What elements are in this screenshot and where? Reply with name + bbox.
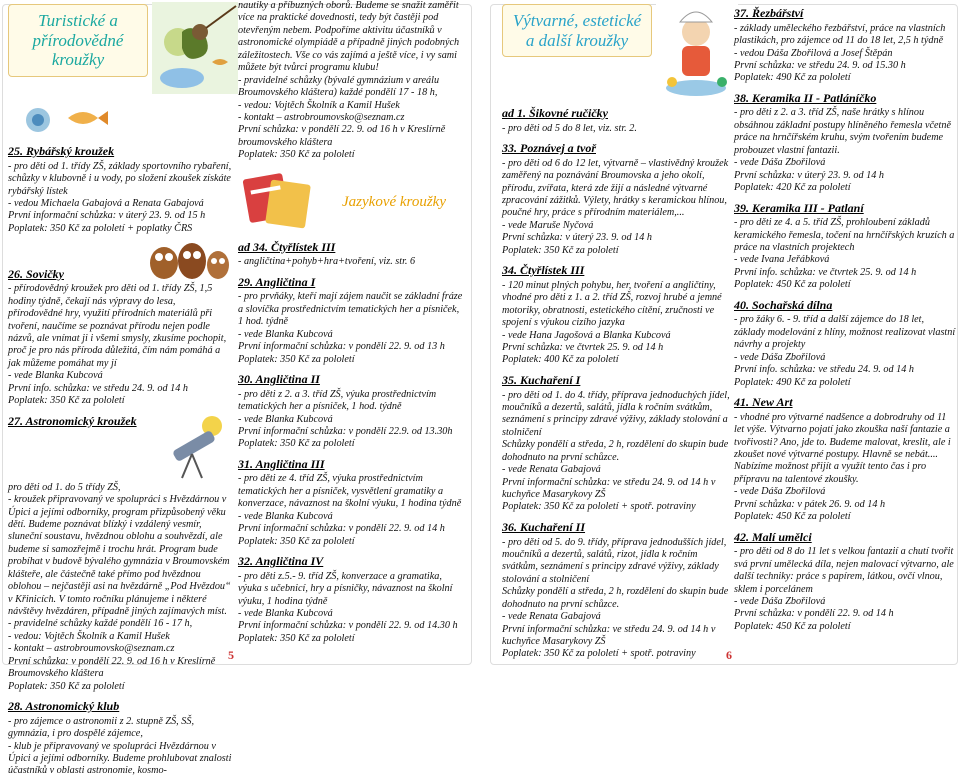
fish-snail-illustration — [18, 98, 118, 138]
section-title-38: 38. Keramika II - Patláníčko — [734, 90, 877, 105]
section-text-40: - pro žáky 6. - 9. tříd a další zájemce do 18 let, základy modelování z hlíny, možnost realizovat vlastní návrhy a projekty - vede Dáša Zbořilová První info. schůzka: ve středu 24. 9. od 14 h Poplatek: 490 Kč za pololetí — [734, 314, 956, 388]
fisherman-illustration — [152, 2, 238, 94]
section-text-25: - pro děti od 1. třídy ZŠ, základy sportovního rybaření, schůzky v klubovně i u vody, po složení zkoušek získáte rybářský lístek - vedou Michaela Gabajová a Renata Gabajová První informační schůzka: v úterý 23. 9. od 15 h Poplatek: 350 Kč za pololetí + poplatky ČRS — [8, 160, 232, 234]
section-text-39: - pro děti ze 4. a 5. tříd ZŠ, prohloubení základů keramického řemesla, točení na hrnčířských kruzích a práce na vlastních projektech - vede Ivana Jeřábková První info. schůzka: ve čtvrtek 25. 9. od 14 h Poplatek: 450 Kč za pololetí — [734, 217, 955, 291]
section-title-1-ref: ad 1. Šikovné ručičky — [502, 106, 608, 120]
section-title-39: 39. Keramika III - Patlaní — [734, 200, 864, 215]
banner-nature: Turistické a přírodovědné kroužky — [8, 4, 148, 77]
section-text-29: - pro prvňáky, kteří mají zájem naučit se základní fráze a slovíčka prostřednictvím tematických her a písniček, 1 hod. týdně - vede Blanka Kubcová První informační schůzka: v pondělí 22. 9. od 13 h Poplatek: 350 Kč za pololetí — [238, 291, 463, 365]
page-number-left: 5 — [228, 648, 234, 662]
section-title-31: 31. Angličtina III — [238, 456, 325, 471]
language-clubs-title: Jazykové kroužky — [342, 193, 446, 210]
column-3 — [502, 0, 730, 669]
section-text-34: - 120 minut plných pohybu, her, tvoření a angličtiny, vhodné pro děti z 1. a 2. tříd ZŠ, rozvoj hrubé a jemné motoriky, obratnosti, estetického cítění, zručnosti ve spojení s výukou cizího jazyka - vede Hana Jagošová a Blanka Kubcová První schůzka: ve čtvrtek 25. 9. od 14 h Poplatek: 400 Kč za pololetí — [502, 279, 722, 366]
section-text-42: - pro děti od 8 do 11 let s velkou fantazií a chutí tvořit svá první umělecká díla, nejen malovací výtvarno, ale další techniky: práce s papírem, látkou, ovčí vlnou, sklem i porcelánem - vede Dáša Zbořilová První schůzka: v pondělí 22. 9. od 14 h Poplatek: 450 Kč za pololetí — [734, 546, 954, 632]
page-number-right: 6 — [726, 648, 732, 662]
section-text-33: - pro děti od 6 do 12 let, výtvarně – vlastivědný kroužek zaměřený na poznávání Broumovska a jeho okolí, přírodu, zvířata, která zde žijí a následné výtvarné zpracování zážitků. Výlety, hrátky s keramickou hlínou, poučné hry, práce s přírodním materiálem,... - vede Maruše Nyčová První schůzka: v úterý 23. 9. od 14 h Poplatek: 350 Kč za pololetí — [502, 157, 729, 256]
section-text-36: - pro děti od 5. do 9. třídy, příprava jednodušších jídel, moučníků a dezertů, salátů, rizot, jídla k ročním svátkům, seznámení s principy zdravé výživy, základy stolování a stolničení Schůzky pondělí a středa, 2 h, rozdělení do skupin bude dohodnuto na první schůzce. - vede Renata Gabajová První informační schůzka: ve středu 24. 9. od 14 h v kuchyňce Masarykovy ZŠ Poplatek: 350 Kč za pololetí + spotř. potraviny — [502, 536, 729, 660]
section-title-30: 30. Angličtina II — [238, 372, 320, 386]
section-text-41: - vhodné pro výtvarné nadšence a dobrodruhy od 11 let výše. Výtvarno pojatí jako zkouška naší fantazie a tvořivosti? Ano, jde to. Budeme malovat, kreslit, ale i zkoušet nové výtvarné postupy. Hlavně se nebát.... Nabízíme možnost přijít a využít tento čas i pro přípravu na talentové zkoušky. - vede Dáša Zbořilová První schůzka: v pátek 26. 9. od 14 h Poplatek: 450 Kč za pololetí — [734, 411, 951, 523]
section-text-30: - pro děti z 2. a 3. tříd ZŠ, výuka prostřednictvím tematických her a písniček, 1 hod. týdně - vede Blanka Kubcová První informační schůzka: v pondělí 22.9. od 13.30h Poplatek: 350 Kč za pololetí — [238, 388, 453, 450]
section-text-28: - pro zájemce o astronomii z 2. stupně ZŠ, SŠ, gymnázia, i pro dospělé zájemce, - klub je připravovaný ve spolupráci Hvězdárnou v Úpici a jejími odborníky. Budeme prohlubovat znalosti účastníků v oblasti astronomie, kosmo- — [8, 715, 232, 777]
section-text-1-ref: - pro děti od 5 do 8 let, viz. str. 2. — [502, 122, 637, 134]
section-title-33: 33. Poznávej a tvoř — [502, 141, 596, 156]
section-title-36: 36. Kuchaření II — [502, 519, 586, 534]
section-title-42: 42. Malí umělci — [734, 529, 812, 544]
section-text-27: pro děti od 1. do 5 třídy ZŠ, - kroužek připravovaný ve spolupráci s Hvězdárnou v Úpici a jejími odborníky, program přizpůsobený věku dětí. Budeme poznávat blízký i vzdálený vesmír, sluneční soustavu, hvězdnou oblohu a souhvězdí, ale budeme si samozřejmě i trochu hrát. Program bude probíhat v budově bývalého gymnázia v Broumovském klášteře, ale částečně také přímo pod hvězdnou oblohou – nejčastěji asi na hvězdárně „Pod Hvězdou“ v Křinicích. V tomto ročníku plánujeme i některé návštěvy hvězdáren, případně jiných zajímavých míst. - pravidelné schůzky každé pondělí 16 - 17 h, - vedou: Vojtěch Školník a Kamil Hušek - kontakt – astrobroumovsko@seznam.cz První schůzka: v pondělí 22. 9. od 16 h v Kreslírně Broumovského kláštera Poplatek: 350 Kč za pololetí — [8, 481, 231, 692]
section-title-29: 29. Angličtina I — [238, 274, 316, 289]
section-title-35: 35. Kuchaření I — [502, 372, 581, 387]
column-4 — [734, 0, 956, 669]
section-text-31: - pro děti ze 4. tříd ZŠ, výuka prostřednictvím tematických her a písniček, vysvětlení gramatiky a konverzace, návaznost na školní výuku, 1 hodina týdně - vede Blanka Kubcová První informační schůzka: v pondělí 22. 9. od 14 h Poplatek: 350 Kč za pololetí — [238, 473, 462, 547]
section-title-25: 25. Rybářský kroužek — [8, 144, 115, 158]
section-text-37: - základy uměleckého řezbářství, práce na vlastních plastikách, pro zájemce od 11 do 18 let, 2,5 h týdně - vedou Dáša Zbořilová a Josef Štěpán První schůzka: ve středu 24. 9. od 15.30 h Poplatek: 490 Kč za pololetí — [734, 22, 946, 84]
section-text-34-ref: - angličtina+pohyb+hra+tvoření, viz. str. 6 — [238, 256, 416, 268]
column-2 — [238, 0, 466, 669]
section-text-35: - pro děti od 1. do 4. třídy, příprava jednoduchých jídel, moučníků a dezertů, salátů, jídla k ročním svátkům, seznámení s principy zdravé výživy, základy stolování a stolničení Schůzky pondělí a středa, 2 h, rozdělení do skupin bude dohodnuto na první schůzce. - vede Renata Gabajová První informační schůzka: ve středu 24. 9. od 14 h v kuchyňce Masarykovy ZŠ Poplatek: 350 Kč za pololetí + spotř. potraviny — [502, 389, 730, 513]
section-title-40: 40. Sochařská dílna — [734, 297, 833, 312]
section-title-27: 27. Astronomický kroužek — [8, 413, 137, 428]
painter-illustration — [656, 2, 738, 98]
books-illustration — [238, 168, 318, 232]
owls-illustration — [142, 237, 232, 281]
section-text-38: - pro děti z 2. a 3. tříd ZŠ, naše hrátky s hlínou obsáhnou základní postupy hlíněného řemesla včetně práce na hrnčířském kruhu, svým tvořením budeme probouzet vlastní fantazii. - vede Dáša Zbořilová První schůzka: v úterý 23. 9. od 14 h Poplatek: 420 Kč za pololetí — [734, 107, 952, 194]
section-title-34: 34. Čtyřlístek III — [502, 263, 585, 278]
section-text-26: - přírodovědný kroužek pro děti od 1. třídy ZŠ, 1,5 hodiny týdně, čekají nás výpravy do lesa, přírodovědné hry, využití přírodních materiálů při tvoření, naučíme se poznávat přírodu nejen podle názvů, ale vnímat ji i všemi smysly, zkusíme pochopit, proč je pro nás příroda důležitá, čím nám pomáhá a jak můžeme pomáhat my jí - vede Blanka Kubcová První info. schůzka: ve středu 24. 9. od 14 h Poplatek: 350 Kč za pololetí — [8, 283, 227, 407]
banner-art: Výtvarné, estetické a další kroužky — [502, 4, 652, 57]
section-title-28: 28. Astronomický klub — [8, 699, 120, 714]
section-title-41: 41. New Art — [734, 395, 793, 409]
section-title-34-ref: ad 34. Čtyřlístek III — [238, 239, 336, 254]
column-1 — [8, 0, 232, 777]
section-title-26: 26. Sovičky — [8, 266, 64, 281]
telescope-illustration — [162, 410, 232, 480]
section-text-32: - pro děti z.5.- 9. tříd ZŠ, konverzace a gramatika, výuka s učebnicí, hry a písničky, návaznost na školní výuku, 1 hodina týdně - vede Blanka Kubcová První informační schůzka: v pondělí 22. 9. od 14.30 h Poplatek: 350 Kč za pololetí — [238, 570, 458, 644]
section-title-32: 32. Angličtina IV — [238, 554, 324, 569]
section-text-28-continued: nautiky a příbuzných oborů. Budeme se snažit zaměřit více na praktické dovednosti, tedy být častěji pod otevřeným nebem. Podpoříme aktivitu účastníků v astronomické olympiádě a případně jiných podobných záležitostech. Vše co vás zajímá a ještě více, i vy sami můžete být tvůrci programu klubu! - pravidelné schůzky (bývalé gymnázium v areálu Broumovského kláštera) každé pondělí 17 - 18 h, - vedou: Vojtěch Školník a Kamil Hušek - kontakt – astrobroumovsko@seznam.cz První schůzka: v pondělí 22. 9. od 16 h v Kreslírně broumovského kláštera Poplatek: 350 Kč za pololetí — [238, 0, 460, 161]
section-title-37: 37. Řezbářství — [734, 6, 804, 20]
